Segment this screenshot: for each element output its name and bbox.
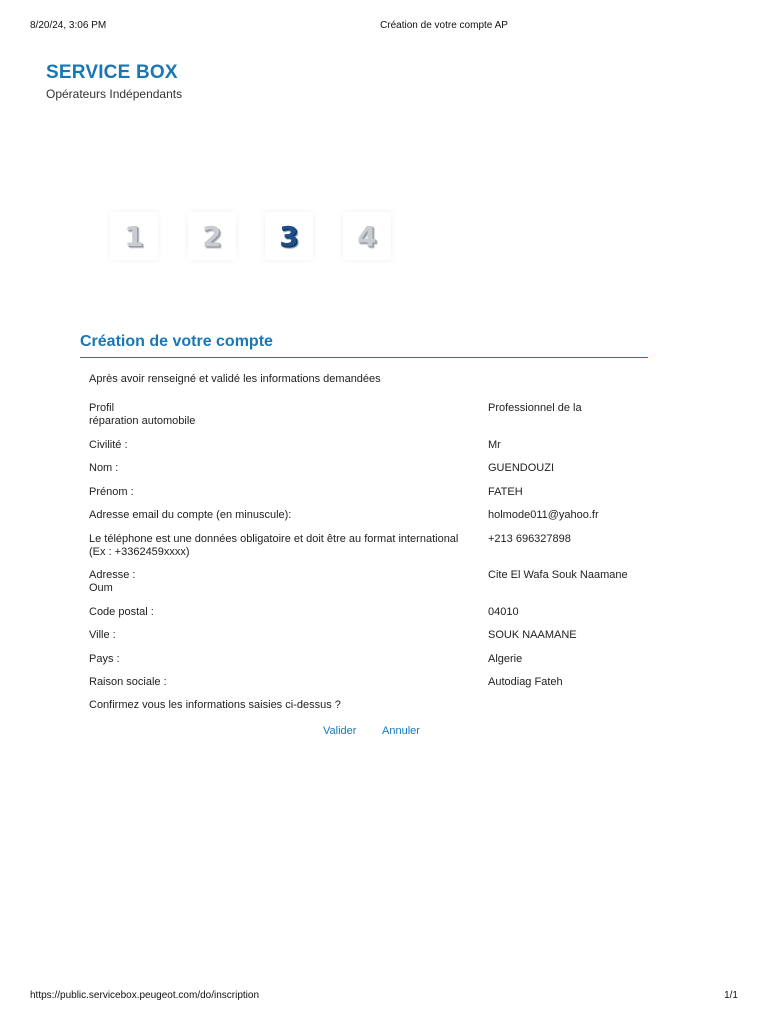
print-page-count: 1/1 (724, 990, 738, 1001)
step-3-active: 3 (265, 212, 313, 260)
field-value: Algerie (488, 653, 523, 665)
field-value: SOUK NAAMANE (488, 629, 577, 641)
field-label-line1: Adresse : (89, 569, 136, 581)
field-value: Cite El Wafa Souk Naamane (488, 569, 628, 581)
field-value: GUENDOUZI (488, 462, 554, 474)
field-label: Nom : (89, 462, 119, 474)
field-label: Adresse email du compte (en minuscule): (89, 509, 292, 521)
field-value: Professionnel de la (488, 402, 582, 414)
step-1: 1 (110, 212, 158, 260)
print-datetime: 8/20/24, 3:06 PM (30, 20, 107, 31)
validate-link[interactable]: Valider (323, 725, 357, 737)
field-label (89, 533, 479, 559)
field-value: FATEH (488, 486, 523, 498)
field-label: Civilité : (89, 439, 128, 451)
field-label (89, 569, 479, 595)
intro-text: Après avoir renseigné et validé les informations demandées (89, 373, 381, 385)
brand (46, 62, 182, 101)
brand-logo-text: SERVICE BOX (46, 62, 178, 83)
field-value: +213 696327898 (488, 533, 571, 545)
field-label: Pays : (89, 653, 120, 665)
step-2: 2 (188, 212, 236, 260)
field-label-line2: réparation automobile (89, 415, 196, 427)
step-4: 4 (343, 212, 391, 260)
field-label-line2: (Ex : +3362459xxxx) (89, 546, 190, 558)
confirm-question: Confirmez vous les informations saisies ci-dessus ? (89, 699, 341, 711)
field-label-line1: Profil (89, 402, 115, 414)
field-value: 04010 (488, 606, 519, 618)
field-value: Autodiag Fateh (488, 676, 563, 688)
print-doc-title: Création de votre compte AP (380, 20, 508, 31)
field-label: Raison sociale : (89, 676, 167, 688)
print-footer (30, 990, 738, 1004)
field-value: holmode011@yahoo.fr (488, 509, 599, 521)
field-value: Mr (488, 439, 501, 451)
page-title: Création de votre compte (80, 333, 648, 358)
field-label-line1: Le téléphone est une données obligatoire et doit être au format international (89, 533, 459, 545)
field-label: Code postal : (89, 606, 154, 618)
field-label (89, 402, 479, 428)
field-label: Ville : (89, 629, 116, 641)
print-header (30, 20, 738, 34)
brand-subtitle: Opérateurs Indépendants (46, 87, 183, 101)
field-label: Prénom : (89, 486, 134, 498)
cancel-link[interactable]: Annuler (382, 725, 420, 737)
field-label-line2: Oum (89, 582, 113, 594)
print-url: https://public.servicebox.peugeot.com/do/inscription (30, 990, 260, 1001)
